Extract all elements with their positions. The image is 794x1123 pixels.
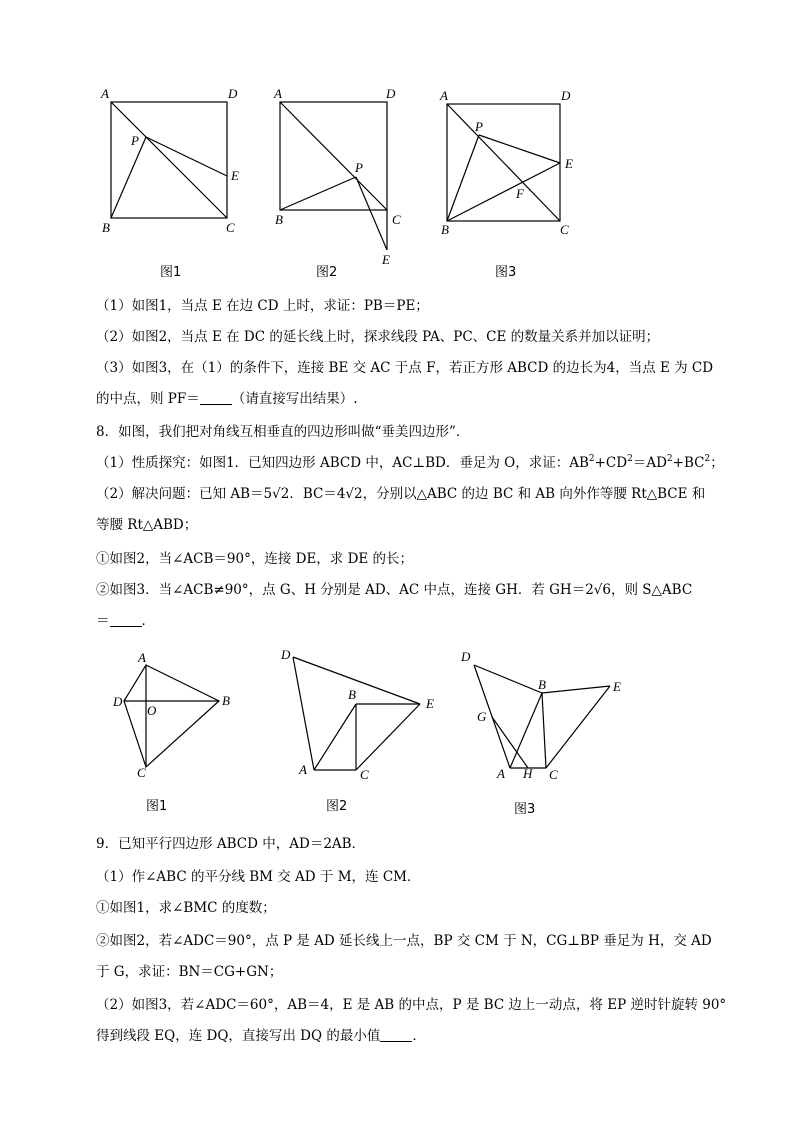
fig3-label-f: F [516, 186, 524, 201]
q8f3-label-c: C [549, 767, 558, 782]
q7-line-1: （1）如图1，当点 E 在边 CD 上时，求证：PB＝PE； [96, 298, 429, 314]
q9-line-4: ②如图2，若∠ADC＝90°，点 P 是 AD 延长线上一点，BP 交 CM 于 N，CG⊥BP 垂足为 H，交 AD [96, 933, 712, 949]
fig3-label-p: P [475, 119, 483, 134]
q8f3-caption: 图3 [514, 802, 536, 817]
fig3-label-a: A [440, 88, 448, 103]
q7-line-4a: 的中点，则 PF＝ [96, 391, 200, 407]
fig2-label-p: P [355, 160, 363, 175]
fig3-label-b: B [441, 222, 449, 237]
q8f1-label-a: A [138, 650, 146, 665]
q8f3-label-d: D [461, 649, 471, 664]
q9-line-1: 9．已知平行四边形 ABCD 中，AD＝2AB． [96, 836, 366, 852]
figure-1-square-e-on-cd [111, 102, 227, 218]
q8-line-2b: +CD [594, 455, 628, 471]
q9-line-7a: 得到线段 EQ，连 DQ，直接写出 DQ 的最小值 [96, 1028, 381, 1044]
q8-sup-4: 2 [704, 454, 711, 464]
fig3-label-d: D [561, 88, 571, 103]
q8-sup-3: 2 [666, 454, 673, 464]
fig1-label-e: E [231, 168, 239, 183]
fig2-caption: 图2 [316, 265, 338, 280]
fig1-label-c: C [226, 220, 235, 235]
fig1-caption: 图1 [160, 265, 182, 280]
q8f1-label-d: D [113, 694, 123, 709]
q7-line-4b: （请直接写出结果）. [231, 391, 358, 407]
q8-line-7a: ＝ [96, 613, 110, 629]
q8-line-2e: ； [710, 455, 724, 471]
q8f2-label-e: E [426, 696, 434, 711]
q8-sup-1: 2 [588, 454, 595, 464]
fig3-label-e: E [565, 156, 573, 171]
q8f3-label-e: E [613, 679, 621, 694]
q8-line-4: 等腰 Rt△ABD； [96, 517, 198, 533]
q8f1-label-c: C [137, 765, 146, 780]
q8-line-2c: ＝AD [632, 455, 667, 471]
q8-line-1: 8．如图，我们把对角线互相垂直的四边形叫做“垂美四边形”． [96, 424, 470, 440]
q8f3-label-a: A [497, 766, 505, 781]
fig3-caption: 图3 [495, 265, 517, 280]
q9-line-5: 于 G，求证：BN＝CG+GN； [96, 964, 283, 980]
q7-answer-blank[interactable] [200, 390, 232, 405]
q7-line-4 [96, 389, 716, 409]
top-figures [0, 0, 794, 290]
q8-figure-2 [293, 657, 420, 770]
q8-sup-2: 2 [627, 454, 633, 464]
fig3-label-c: C [560, 222, 569, 237]
fig2-label-a: A [274, 86, 282, 101]
q8f2-caption: 图2 [326, 799, 348, 814]
q8-line-2a: （1）性质探究：如图1．已知四边形 ABCD 中，AC⊥BD．垂足为 O，求证：AB [96, 455, 589, 471]
q8-line-7 [96, 611, 716, 631]
fig2-label-d: D [386, 86, 396, 101]
fig1-label-b: B [102, 220, 110, 235]
figure-3-square-bf [447, 104, 560, 221]
q8-line-3: （2）解决问题：已知 AB＝5√2．BC＝4√2，分别以△ABC 的边 BC 和 AB 向外作等腰 Rt△BCE 和 [96, 486, 706, 502]
q8f3-label-b: B [538, 677, 546, 692]
q8f1-caption: 图1 [146, 799, 168, 814]
q7-line-2: （2）如图2，当点 E 在 DC 的延长线上时，探求线段 PA、PC、CE 的数量关系并加以证明； [96, 329, 660, 345]
q9-line-6: （2）如图3，若∠ADC＝60°，AB＝4，E 是 AB 的中点，P 是 BC 边上一动点，将 EP 逆时针旋转 90° [96, 997, 727, 1013]
figure-2-square-e-on-extension [280, 102, 387, 250]
q8f3-label-g: G [477, 709, 487, 724]
q9-answer-blank[interactable] [380, 1027, 412, 1042]
middle-figures [0, 645, 794, 825]
q8-answer-blank[interactable] [110, 612, 142, 627]
q8-line-5: ①如图2，当∠ACB＝90°，连接 DE，求 DE 的长； [96, 551, 414, 567]
q7-line-3: （3）如图3，在（1）的条件下，连接 BE 交 AC 于点 F，若正方形 ABCD 的边长为4，当点 E 为 CD [96, 360, 714, 376]
fig1-label-d: D [228, 86, 238, 101]
fig2-label-e: E [382, 252, 390, 267]
q8f2-label-b: B [348, 687, 356, 702]
q8f2-label-c: C [360, 767, 369, 782]
q8f2-label-d: D [281, 647, 291, 662]
q9-line-7b: ． [412, 1028, 426, 1044]
fig1-label-a: A [101, 86, 109, 101]
q8-figure-1-kite [124, 665, 219, 767]
q9-line-3: ①如图1，求∠BMC 的度数； [96, 900, 276, 916]
fig1-label-p: P [131, 133, 139, 148]
q8f1-label-b: B [222, 693, 230, 708]
q9-line-2: （1）作∠ABC 的平分线 BM 交 AD 于 M，连 CM． [96, 869, 421, 885]
q8-line-2d: +BC [672, 455, 705, 471]
q9-line-7 [96, 1026, 716, 1046]
q8f3-label-h: H [523, 766, 533, 781]
q8-line-7b: ． [141, 613, 155, 629]
fig2-label-b: B [275, 212, 283, 227]
q8f2-label-a: A [299, 762, 307, 777]
q8-line-6: ②如图3．当∠ACB≠90°，点 G、H 分别是 AD、AC 中点，连接 GH．若 GH＝2√6，则 S△ABC [96, 582, 693, 598]
q8f1-label-o: O [147, 703, 157, 718]
fig2-label-c: C [392, 212, 401, 227]
q8-line-2 [96, 453, 724, 473]
